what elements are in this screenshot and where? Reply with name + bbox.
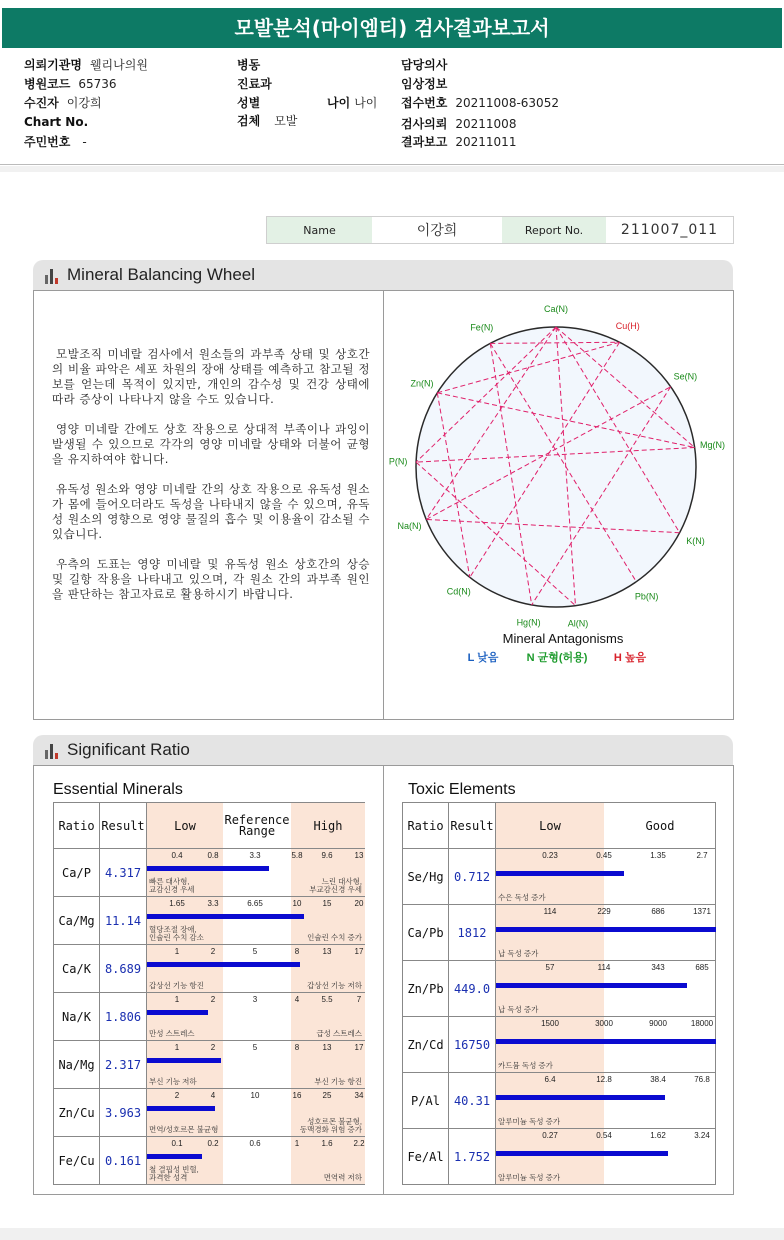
range-tick: 15 bbox=[322, 899, 332, 908]
ratio-row bbox=[403, 1073, 716, 1129]
ratio-bar bbox=[147, 866, 269, 871]
range-tick: 343 bbox=[651, 963, 665, 972]
ratio-result: 4.317 bbox=[100, 849, 147, 897]
ratio-bar-cell bbox=[147, 897, 365, 945]
ratio-result: 449.0 bbox=[449, 961, 496, 1017]
ratio-result: 16750 bbox=[449, 1017, 496, 1073]
ratio-bar-cell bbox=[496, 1017, 716, 1073]
info-request-date: 검사의뢰 20211008 bbox=[401, 117, 517, 131]
range-tick: 34 bbox=[354, 1091, 364, 1100]
name-value: 이강희 bbox=[416, 223, 458, 239]
range-tick: 18000 bbox=[690, 1019, 714, 1028]
high-note: 급성 스트레스 bbox=[316, 1029, 362, 1038]
mineral-wheel bbox=[384, 291, 732, 719]
legend-high: H 높음 bbox=[613, 652, 647, 664]
low-note: 갑상선 기능 항진 bbox=[149, 981, 204, 990]
range-tick: 1 bbox=[174, 1043, 180, 1052]
range-tick: 13 bbox=[322, 1043, 332, 1052]
range-tick: 686 bbox=[651, 907, 665, 916]
toxic-title: Toxic Elements bbox=[408, 781, 516, 798]
range-tick: 13 bbox=[322, 947, 332, 956]
range-tick: 2 bbox=[210, 1043, 216, 1052]
bar-chart-icon bbox=[45, 268, 61, 284]
range-tick: 76.8 bbox=[694, 1075, 710, 1084]
range-tick: 0.1 bbox=[171, 1139, 183, 1148]
ratio-section-header bbox=[33, 735, 733, 765]
wheel-node-label: Ca(N) bbox=[544, 304, 568, 314]
info-shadow bbox=[0, 166, 784, 172]
range-tick: 0.23 bbox=[542, 851, 558, 860]
range-tick: 5.8 bbox=[291, 851, 303, 860]
range-tick: 10 bbox=[292, 899, 302, 908]
ratio-name: Na/Mg bbox=[54, 1041, 100, 1089]
ratio-row bbox=[54, 897, 365, 945]
info-divider bbox=[0, 164, 784, 165]
zone-good-label: Good bbox=[645, 819, 675, 833]
zone-low-label: Low bbox=[539, 819, 561, 833]
info-report-date: 결과보고 20211011 bbox=[401, 135, 517, 149]
legend-low: L 낮음 bbox=[467, 652, 499, 664]
high-note: 갑상선 기능 저하 bbox=[307, 981, 362, 990]
info-specimen: 검체 모발 bbox=[237, 114, 298, 128]
ratio-name: Ca/Pb bbox=[403, 905, 449, 961]
range-tick: 3.3 bbox=[207, 899, 219, 908]
wheel-node-label: P(N) bbox=[388, 456, 408, 467]
report-no-label: Report No. bbox=[502, 217, 606, 243]
ratio-name: Zn/Cu bbox=[54, 1089, 100, 1137]
wheel-node-label: Fe(N) bbox=[470, 322, 494, 333]
zone-high-label: High bbox=[313, 819, 343, 833]
range-tick: 13 bbox=[354, 851, 364, 860]
range-tick: 7 bbox=[356, 995, 362, 1004]
ratio-row bbox=[403, 1129, 716, 1185]
ratio-bar bbox=[496, 1095, 665, 1100]
ratio-row bbox=[403, 961, 716, 1017]
ratio-result: 2.317 bbox=[100, 1041, 147, 1089]
toxic-note: 카드뮴 독성 증가 bbox=[498, 1061, 553, 1070]
ratio-row bbox=[403, 849, 716, 905]
range-tick: 12.8 bbox=[596, 1075, 612, 1084]
range-tick: 1.62 bbox=[650, 1131, 666, 1140]
range-tick: 0.27 bbox=[542, 1131, 558, 1140]
toxic-note: 수은 독성 증가 bbox=[498, 893, 546, 902]
ratio-bar bbox=[496, 927, 716, 932]
desc-paragraph-3: 유독성 원소와 영양 미네랄 간의 상호 작용으로 유독성 원소가 몸에 들어오더라도 독성을 나타내지 않을 수 있으며, 유독성 원소의 영향으로 영양 물질의 흡수 및 이용율이 감소될 수 있습니다. bbox=[52, 482, 370, 541]
wheel-node-label: Cd(N) bbox=[446, 586, 471, 597]
range-tick: 2 bbox=[174, 1091, 180, 1100]
ratio-bar-cell bbox=[147, 1041, 365, 1089]
info-hospital: 의뢰기관명 웰리나의원 bbox=[24, 58, 148, 72]
ratio-row bbox=[54, 1137, 365, 1185]
ratio-row bbox=[54, 993, 365, 1041]
info-ward: 병동 bbox=[237, 58, 261, 72]
ratio-result: 1.806 bbox=[100, 993, 147, 1041]
ratio-result: 11.14 bbox=[100, 897, 147, 945]
range-tick: 1.65 bbox=[169, 899, 185, 908]
range-tick: 2 bbox=[210, 995, 216, 1004]
info-id: 주민번호 - bbox=[24, 135, 87, 149]
wheel-title: Mineral Antagonisms bbox=[502, 631, 624, 646]
ratio-bar bbox=[147, 914, 304, 919]
range-tick: 38.4 bbox=[650, 1075, 666, 1084]
legend-normal: N 균형(허용) bbox=[526, 652, 588, 664]
ratio-bar-cell bbox=[147, 945, 365, 993]
range-tick: 4 bbox=[294, 995, 300, 1004]
range-tick: 1500 bbox=[541, 1019, 559, 1028]
info-chart: Chart No. bbox=[24, 115, 89, 129]
info-receipt: 접수번호 20211008-63052 bbox=[401, 96, 559, 110]
ratio-bar-cell bbox=[147, 849, 365, 897]
high-note: 인슐린 수치 증가 bbox=[307, 933, 362, 942]
toxic-note: 납 독성 증가 bbox=[498, 949, 539, 958]
ratio-bar-cell bbox=[147, 1137, 365, 1185]
ratio-bar-cell bbox=[496, 1129, 716, 1185]
ratio-bar bbox=[147, 1010, 208, 1015]
desc-paragraph-1: 모발조직 미네랄 검사에서 원소들의 과부족 상태 및 상호간의 비율 파악은 세포 차원의 장애 상태를 예측하고 참고될 정보를 얻는데 목적이 있지만, 개인의 감수성 및 건강 상태에 따라 증상이 나타나지 않을 수도 있습니다. bbox=[52, 347, 370, 406]
range-tick: 17 bbox=[354, 1043, 364, 1052]
info-age: 나이 나이 bbox=[327, 96, 378, 110]
bar-chart-icon bbox=[45, 743, 61, 759]
range-tick: 3.24 bbox=[694, 1131, 710, 1140]
range-tick: 3.3 bbox=[249, 851, 261, 860]
desc-paragraph-2: 영양 미네랄 간에도 상호 작용으로 상대적 부족이나 과잉이 발생될 수 있으므로 각각의 영양 미네랄 상태와 더불어 균형을 유지하여야 합니다. bbox=[52, 422, 370, 466]
ratio-bar bbox=[147, 1058, 221, 1063]
patient-info bbox=[0, 52, 784, 164]
range-tick: 17 bbox=[354, 947, 364, 956]
range-tick: 2.2 bbox=[353, 1139, 365, 1148]
range-tick: 0.4 bbox=[171, 851, 183, 860]
wheel-section-header bbox=[33, 260, 733, 290]
toxic-ratio-table bbox=[402, 802, 716, 1185]
range-tick: 16 bbox=[292, 1091, 302, 1100]
high-note: 부신 기능 항진 bbox=[314, 1077, 362, 1086]
essential-title: Essential Minerals bbox=[53, 781, 183, 798]
ratio-bar-cell bbox=[496, 1073, 716, 1129]
info-department: 진료과 bbox=[237, 77, 272, 91]
range-tick: 0.45 bbox=[596, 851, 612, 860]
range-tick: 1.6 bbox=[321, 1139, 333, 1148]
high-note: 면역력 저하 bbox=[323, 1173, 362, 1182]
col-header-ratio: Ratio bbox=[403, 803, 449, 849]
name-label: Name bbox=[267, 217, 372, 243]
ratio-result: 1.752 bbox=[449, 1129, 496, 1185]
range-tick: 8 bbox=[294, 947, 300, 956]
ratio-row bbox=[54, 849, 365, 897]
ratio-bar bbox=[496, 983, 687, 988]
range-tick: 57 bbox=[545, 963, 555, 972]
ratio-result: 0.161 bbox=[100, 1137, 147, 1185]
range-tick: 0.2 bbox=[207, 1139, 219, 1148]
range-tick: 685 bbox=[695, 963, 709, 972]
low-note: 면역/성호르몬 불균형 bbox=[149, 1125, 219, 1134]
ratio-bar bbox=[147, 962, 300, 967]
wheel-circle bbox=[416, 327, 696, 607]
ratio-bar-cell bbox=[496, 961, 716, 1017]
ratio-name: Zn/Pb bbox=[403, 961, 449, 1017]
range-tick: 1 bbox=[174, 995, 180, 1004]
range-tick: 6.4 bbox=[544, 1075, 556, 1084]
range-tick: 5.5 bbox=[321, 995, 333, 1004]
range-tick: 1371 bbox=[693, 907, 711, 916]
zone-low-label: Low bbox=[174, 819, 196, 833]
wheel-node-label: Mg(N) bbox=[699, 440, 725, 451]
ratio-name: Zn/Cd bbox=[403, 1017, 449, 1073]
range-tick: 5 bbox=[252, 1043, 258, 1052]
wheel-node-label: Hg(N) bbox=[516, 617, 541, 628]
range-tick: 6.65 bbox=[247, 899, 263, 908]
col-header-zones bbox=[496, 803, 716, 849]
col-header-zones bbox=[147, 803, 365, 849]
ratio-name: Fe/Cu bbox=[54, 1137, 100, 1185]
toxic-note: 알루미늄 독성 증가 bbox=[498, 1117, 561, 1126]
low-note: 빠른 대사형, 교감신경 우세 bbox=[149, 877, 195, 894]
range-tick: 0.6 bbox=[249, 1139, 261, 1148]
range-tick: 5 bbox=[252, 947, 258, 956]
report-no-value: 211007_011 bbox=[620, 222, 719, 238]
range-tick: 0.8 bbox=[207, 851, 219, 860]
wheel-node-label: K(N) bbox=[686, 536, 705, 547]
info-clinical: 임상정보 bbox=[401, 77, 448, 91]
bottom-band bbox=[0, 1228, 784, 1240]
col-header-result: Result bbox=[449, 803, 496, 849]
range-tick: 229 bbox=[597, 907, 611, 916]
info-hospital-code: 병원코드 65736 bbox=[24, 77, 117, 91]
ratio-name: P/Al bbox=[403, 1073, 449, 1129]
ratio-name: Na/K bbox=[54, 993, 100, 1041]
toxic-note: 납 독성 증가 bbox=[498, 1005, 539, 1014]
wheel-node-label: Al(N) bbox=[567, 618, 589, 629]
wheel-node-label: Se(N) bbox=[673, 371, 698, 382]
wheel-node-label: Cu(H) bbox=[615, 321, 640, 332]
ratio-bar-cell bbox=[496, 849, 716, 905]
ratio-bar-cell bbox=[496, 905, 716, 961]
high-note: 느린 대사형, 부교감신경 우세 bbox=[309, 877, 362, 894]
ratio-result: 8.689 bbox=[100, 945, 147, 993]
ratio-result: 1812 bbox=[449, 905, 496, 961]
range-tick: 3 bbox=[252, 995, 258, 1004]
range-tick: 3000 bbox=[595, 1019, 613, 1028]
ratio-row bbox=[54, 1041, 365, 1089]
low-note: 만성 스트레스 bbox=[149, 1029, 195, 1038]
range-tick: 2.7 bbox=[696, 851, 708, 860]
ratio-name: Ca/P bbox=[54, 849, 100, 897]
low-note: 부신 기능 저하 bbox=[149, 1077, 197, 1086]
ratio-result: 3.963 bbox=[100, 1089, 147, 1137]
ratio-row bbox=[403, 1017, 716, 1073]
wheel-description bbox=[52, 347, 370, 617]
info-doctor: 담당의사 bbox=[401, 58, 448, 72]
range-tick: 9.6 bbox=[321, 851, 333, 860]
range-tick: 1 bbox=[294, 1139, 300, 1148]
range-tick: 114 bbox=[597, 963, 611, 972]
ratio-bar bbox=[147, 1154, 202, 1159]
low-note: 철 결핍성 빈혈, 과격한 성격 bbox=[149, 1165, 199, 1182]
report-title: 모발분석(마이엠티) 검사결과보고서 bbox=[2, 8, 782, 48]
ratio-bar-cell bbox=[147, 1089, 365, 1137]
range-tick: 1 bbox=[174, 947, 180, 956]
info-sex: 성별 bbox=[237, 96, 261, 110]
ratio-result: 40.31 bbox=[449, 1073, 496, 1129]
ratio-result: 0.712 bbox=[449, 849, 496, 905]
range-tick: 8 bbox=[294, 1043, 300, 1052]
col-header-result: Result bbox=[100, 803, 147, 849]
wheel-node-label: Zn(N) bbox=[410, 378, 434, 389]
name-bar bbox=[266, 216, 734, 244]
ratio-name: Se/Hg bbox=[403, 849, 449, 905]
low-note: 혈당조절 장애, 인슐린 수치 감소 bbox=[149, 925, 204, 942]
col-header-ratio: Ratio bbox=[54, 803, 100, 849]
essential-ratio-table bbox=[53, 802, 365, 1185]
wheel-node-label: Pb(N) bbox=[634, 591, 659, 602]
ratio-row bbox=[54, 945, 365, 993]
ratio-name: Fe/Al bbox=[403, 1129, 449, 1185]
ratio-bar bbox=[496, 871, 624, 876]
range-tick: 4 bbox=[210, 1091, 216, 1100]
ratio-bar bbox=[496, 1039, 716, 1044]
ratio-section-title: Significant Ratio bbox=[67, 740, 190, 759]
range-tick: 2 bbox=[210, 947, 216, 956]
toxic-note: 알루미늄 독성 증가 bbox=[498, 1173, 561, 1182]
range-tick: 10 bbox=[250, 1091, 260, 1100]
info-patient: 수진자 이강희 bbox=[24, 96, 102, 110]
ratio-bar bbox=[147, 1106, 215, 1111]
range-tick: 114 bbox=[543, 907, 557, 916]
top-strip bbox=[0, 0, 784, 8]
range-tick: 9000 bbox=[649, 1019, 667, 1028]
range-tick: 20 bbox=[354, 899, 364, 908]
range-tick: 25 bbox=[322, 1091, 332, 1100]
ratio-row bbox=[54, 1089, 365, 1137]
high-note: 성호르몬 불균형, 동맥경화 위험 증가 bbox=[299, 1117, 362, 1134]
ratio-bar-cell bbox=[147, 993, 365, 1041]
ratio-bar bbox=[496, 1151, 668, 1156]
ratio-row bbox=[403, 905, 716, 961]
wheel-section-title: Mineral Balancing Wheel bbox=[67, 265, 256, 284]
desc-paragraph-4: 우측의 도표는 영양 미네랄 및 유독성 원소 상호간의 상승 및 길항 작용을 나타내고 있으며, 각 원소 간의 과부족 원인을 판단하는 참고자료로 활용하시기 바랍니다. bbox=[52, 557, 370, 601]
ratio-name: Ca/Mg bbox=[54, 897, 100, 945]
ratio-name: Ca/K bbox=[54, 945, 100, 993]
range-tick: 0.54 bbox=[596, 1131, 612, 1140]
range-tick: 1.35 bbox=[650, 851, 666, 860]
wheel-node-label: Na(N) bbox=[397, 521, 422, 532]
zone-ref-label: Reference Range bbox=[224, 813, 290, 838]
